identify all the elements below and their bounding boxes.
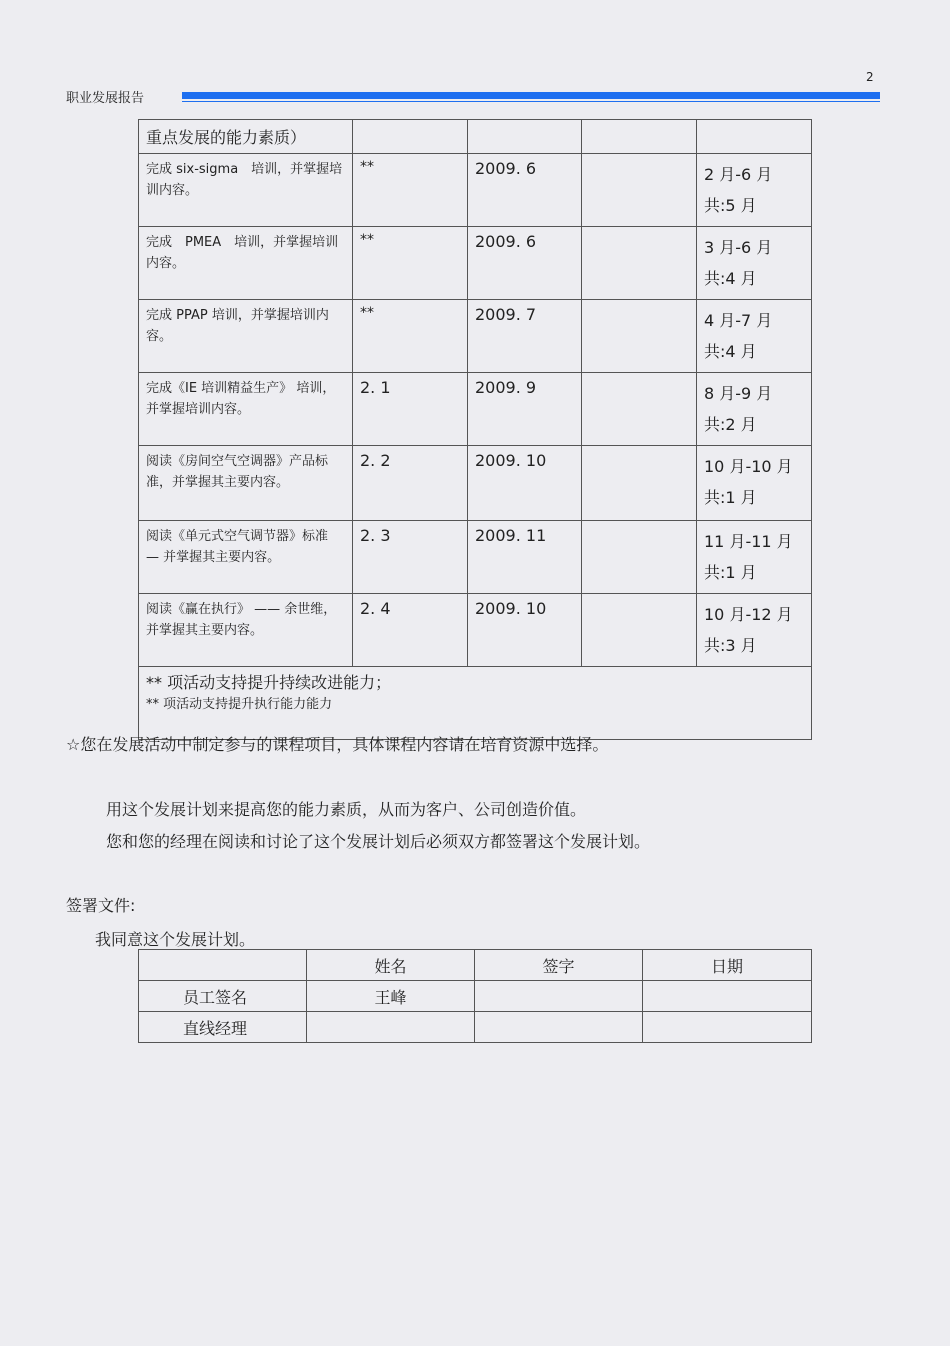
empty-cell: [582, 300, 697, 373]
period-text: 10 月-12 月: [704, 605, 793, 624]
activity-cell: 阅读《单元式空气调节器》标准 — 并掌握其主要内容。: [139, 521, 353, 594]
period-text: 11 月-11 月: [704, 532, 793, 551]
header-empty-cell: [582, 120, 697, 154]
duration-cell: [697, 300, 812, 373]
sign-label: 签署文件:: [66, 896, 136, 915]
empty-cell: [582, 594, 697, 667]
period-text: 4 月-7 月: [704, 311, 773, 330]
signature-table: [138, 949, 812, 1043]
total-text: 共:4 月: [704, 269, 757, 288]
date-cell: 2009. 6: [468, 227, 582, 300]
table-row: [139, 594, 812, 667]
role-cell: 直线经理: [139, 1012, 307, 1043]
period-text: 8 月-9 月: [704, 384, 773, 403]
total-text: 共:1 月: [704, 563, 757, 582]
header-cell: 姓名: [307, 950, 475, 981]
symbol-cell: 2. 2: [353, 446, 468, 521]
table-row: [139, 373, 812, 446]
total-text: 共:3 月: [704, 636, 757, 655]
role-cell: 员工签名: [139, 981, 307, 1012]
table-row: [139, 154, 812, 227]
note-line: ** 项活动支持提升执行能力能力: [146, 697, 333, 712]
header-cell: 签字: [475, 950, 643, 981]
date-cell: [643, 1012, 812, 1043]
activity-cell: 阅读《赢在执行》 —— 余世维，并掌握其主要内容。: [139, 594, 353, 667]
empty-cell: [582, 154, 697, 227]
duration-cell: [697, 227, 812, 300]
total-text: 共:1 月: [704, 488, 757, 507]
header-cell: [139, 950, 307, 981]
name-cell: 王峰: [307, 981, 475, 1012]
course-note: ☆您在发展活动中制定参与的课程项目，具体课程内容请在培育资源中选择。: [66, 735, 609, 754]
notes-row: [139, 667, 812, 740]
paragraph: 您和您的经理在阅读和讨论了这个发展计划后必须双方都签署这个发展计划。: [106, 832, 651, 851]
symbol-cell: 2. 1: [353, 373, 468, 446]
table-row: [139, 300, 812, 373]
header-empty-cell: [697, 120, 812, 154]
paragraph: 用这个发展计划来提高您的能力素质，从而为客户、公司创造价值。: [106, 800, 587, 819]
symbol-cell: 2. 3: [353, 521, 468, 594]
symbol-cell: **: [353, 154, 468, 227]
header-empty-cell: [353, 120, 468, 154]
table-row: [139, 446, 812, 521]
symbol-cell: **: [353, 300, 468, 373]
empty-cell: [582, 521, 697, 594]
date-cell: 2009. 6: [468, 154, 582, 227]
activity-cell: 完成 PPAP 培训，并掌握培训内容。: [139, 300, 353, 373]
date-cell: 2009. 9: [468, 373, 582, 446]
date-cell: 2009. 10: [468, 594, 582, 667]
period-text: 3 月-6 月: [704, 238, 773, 257]
activity-cell: 完成 PMEA 培训，并掌握培训内容。: [139, 227, 353, 300]
signature-header-row: [139, 950, 812, 981]
date-cell: 2009. 10: [468, 446, 582, 521]
document-title: 职业发展报告: [66, 91, 145, 106]
page-number: 2: [866, 70, 874, 84]
header-empty-cell: [468, 120, 582, 154]
name-cell: [307, 1012, 475, 1043]
table-row: [139, 1012, 812, 1043]
table-row: [139, 227, 812, 300]
date-cell: [643, 981, 812, 1012]
duration-cell: [697, 154, 812, 227]
period-text: 10 月-10 月: [704, 457, 793, 476]
date-cell: 2009. 7: [468, 300, 582, 373]
duration-cell: [697, 446, 812, 521]
table-header-row: [139, 120, 812, 154]
period-text: 2 月-6 月: [704, 165, 773, 184]
header-rule: [182, 101, 880, 102]
notes-cell: [139, 667, 812, 740]
duration-cell: [697, 594, 812, 667]
signature-cell: [475, 981, 643, 1012]
date-cell: 2009. 11: [468, 521, 582, 594]
activity-cell: 完成 six-sigma 培训，并掌握培训内容。: [139, 154, 353, 227]
total-text: 共:2 月: [704, 415, 757, 434]
development-plan-table: [138, 119, 812, 740]
table-row: [139, 981, 812, 1012]
symbol-cell: **: [353, 227, 468, 300]
duration-cell: [697, 521, 812, 594]
activity-cell: 完成《IE 培训精益生产》 培训，并掌握培训内容。: [139, 373, 353, 446]
empty-cell: [582, 227, 697, 300]
total-text: 共:4 月: [704, 342, 757, 361]
table-row: [139, 521, 812, 594]
header-cell: 日期: [643, 950, 812, 981]
note-line: ** 项活动支持提升持续改进能力；: [146, 673, 392, 692]
header-cell: 重点发展的能力素质）: [139, 120, 353, 154]
duration-cell: [697, 373, 812, 446]
total-text: 共:5 月: [704, 196, 757, 215]
empty-cell: [582, 446, 697, 521]
header-bar: [182, 92, 880, 99]
empty-cell: [582, 373, 697, 446]
signature-cell: [475, 1012, 643, 1043]
activity-cell: 阅读《房间空气空调器》产品标准，并掌握其主要内容。: [139, 446, 353, 521]
agree-text: 我同意这个发展计划。: [95, 930, 256, 949]
symbol-cell: 2. 4: [353, 594, 468, 667]
